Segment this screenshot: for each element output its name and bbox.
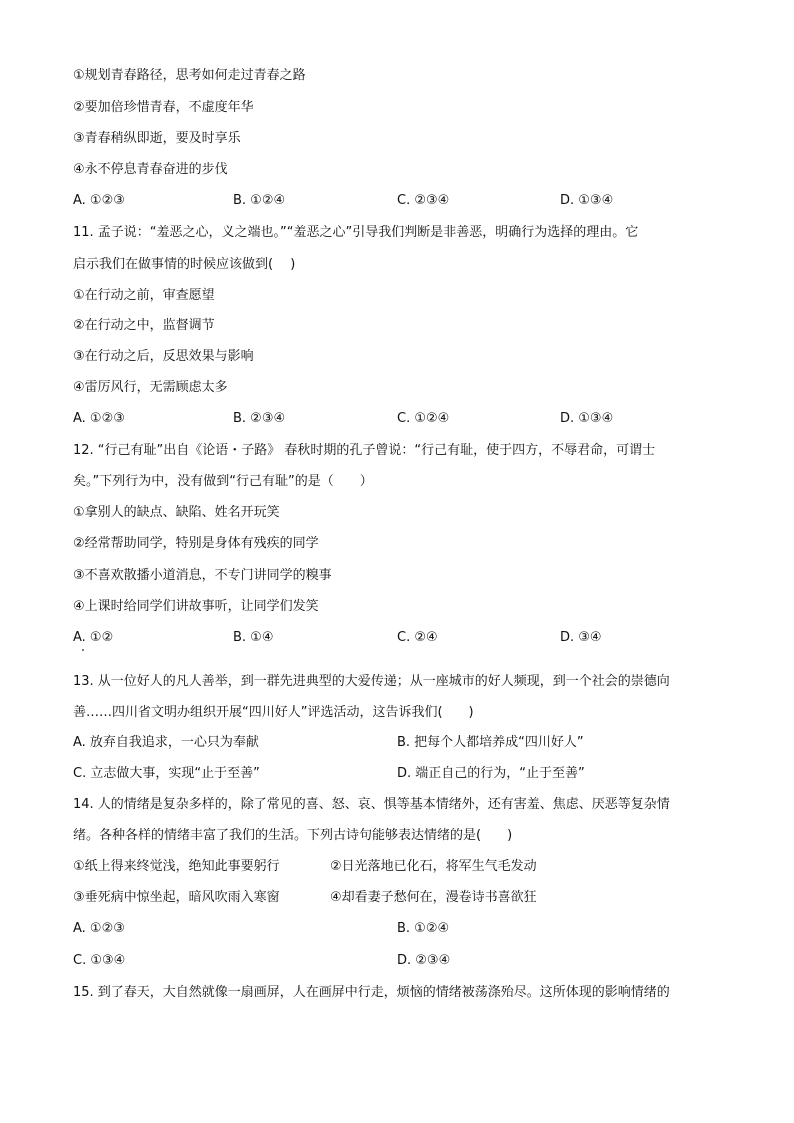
q14-option-b: B. ①②④ bbox=[397, 921, 450, 936]
q14-item-4: ④却看妻子愁何在，漫卷诗书喜欲狂 bbox=[330, 890, 537, 905]
stray-dot-mark bbox=[82, 649, 84, 651]
q14-item-1: ①纸上得来终觉浅，绝知此事要躬行 bbox=[73, 859, 280, 874]
q12-item-4: ④上课时给同学们讲故事听，让同学们发笑 bbox=[73, 599, 319, 614]
q11-option-a: A. ①②③ bbox=[73, 411, 125, 426]
q12-item-1: ①拿别人的缺点、缺陷、姓名开玩笑 bbox=[73, 505, 280, 520]
q11-option-b: B. ②③④ bbox=[233, 411, 286, 426]
q11-item-3: ③在行动之后，反思效果与影响 bbox=[73, 349, 254, 364]
q14-item-3: ③垂死病中惊坐起，暗风吹雨入寒窗 bbox=[73, 890, 280, 905]
q12-stem-line-1: 12. “行己有耻”出自《论语・子路》 春秋时期的孔子曾说：“行己有耻，使于四方，不辱君命，可谓士 bbox=[73, 443, 656, 458]
q12-option-a: A. ①② bbox=[73, 630, 114, 645]
q12-option-d: D. ③④ bbox=[560, 630, 602, 645]
q11-item-1: ①在行动之前，审查愿望 bbox=[73, 288, 215, 303]
q15-stem-line-1: 15. 到了春天，大自然就像一扇画屏，人在画屏中行走，烦恼的情绪被荡涤殆尽。这所体现的影响情绪的 bbox=[73, 985, 670, 1000]
q10-option-d: D. ①③④ bbox=[560, 193, 614, 208]
q13-stem-line-1: 13. 从一位好人的凡人善举，到一群先进典型的大爱传递；从一座城市的好人频现，到一个社会的崇德向 bbox=[73, 674, 670, 689]
q12-option-c: C. ②④ bbox=[397, 630, 438, 645]
q13-option-c: C. 立志做大事，实现“止于至善” bbox=[73, 766, 260, 781]
q14-option-d: D. ②③④ bbox=[397, 953, 451, 968]
q10-item-4: ④永不停息青春奋进的步伐 bbox=[73, 162, 228, 177]
q13-option-b: B. 把每个人都培养成“四川好人” bbox=[397, 735, 584, 750]
q14-option-a: A. ①②③ bbox=[73, 921, 125, 936]
q12-item-2: ②经常帮助同学，特别是身体有残疾的同学 bbox=[73, 536, 319, 551]
q13-stem-line-2: 善……四川省文明办组织开展“四川好人”评选活动，这告诉我们( ) bbox=[73, 705, 474, 720]
q11-item-2: ②在行动之中，监督调节 bbox=[73, 318, 215, 333]
q13-option-d: D. 端正自己的行为，“止于至善” bbox=[397, 766, 585, 781]
q10-option-a: A. ①②③ bbox=[73, 193, 125, 208]
q10-option-c: C. ②③④ bbox=[397, 193, 450, 208]
q11-item-4: ④雷厉风行，无需顾虑太多 bbox=[73, 380, 228, 395]
q11-stem-line-2: 启示我们在做事情的时候应该做到( ) bbox=[73, 257, 296, 272]
q11-option-d: D. ①③④ bbox=[560, 411, 614, 426]
q14-stem-line-2: 绪。各种各样的情绪丰富了我们的生活。下列古诗句能够表达情绪的是( ) bbox=[73, 828, 513, 843]
q12-item-3: ③不喜欢散播小道消息，不专门讲同学的糗事 bbox=[73, 568, 332, 583]
q12-option-b: B. ①④ bbox=[233, 630, 274, 645]
q11-stem-line-1: 11. 孟子说：“羞恶之心，义之端也。”“羞恶之心”引导我们判断是非善恶，明确行为选择的理由。它 bbox=[73, 225, 639, 240]
q14-item-2: ②日光落地已化石，将军生气毛发动 bbox=[330, 859, 537, 874]
q10-item-3: ③青春稍纵即逝，要及时享乐 bbox=[73, 131, 241, 146]
q10-option-b: B. ①②④ bbox=[233, 193, 286, 208]
q14-option-c: C. ①③④ bbox=[73, 953, 126, 968]
q10-item-1: ①规划青春路径，思考如何走过青春之路 bbox=[73, 68, 306, 83]
q14-stem-line-1: 14. 人的情绪是复杂多样的，除了常见的喜、怒、哀、惧等基本情绪外，还有害羞、焦虑、厌恶等复杂情 bbox=[73, 797, 670, 812]
q10-item-2: ②要加倍珍惜青春，不虚度年华 bbox=[73, 100, 254, 115]
q11-option-c: C. ①②④ bbox=[397, 411, 450, 426]
q12-stem-line-2: 矣。”下列行为中，没有做到“行己有耻”的是（ ） bbox=[73, 474, 373, 489]
q13-option-a: A. 放弃自我追求，一心只为奉献 bbox=[73, 735, 259, 750]
